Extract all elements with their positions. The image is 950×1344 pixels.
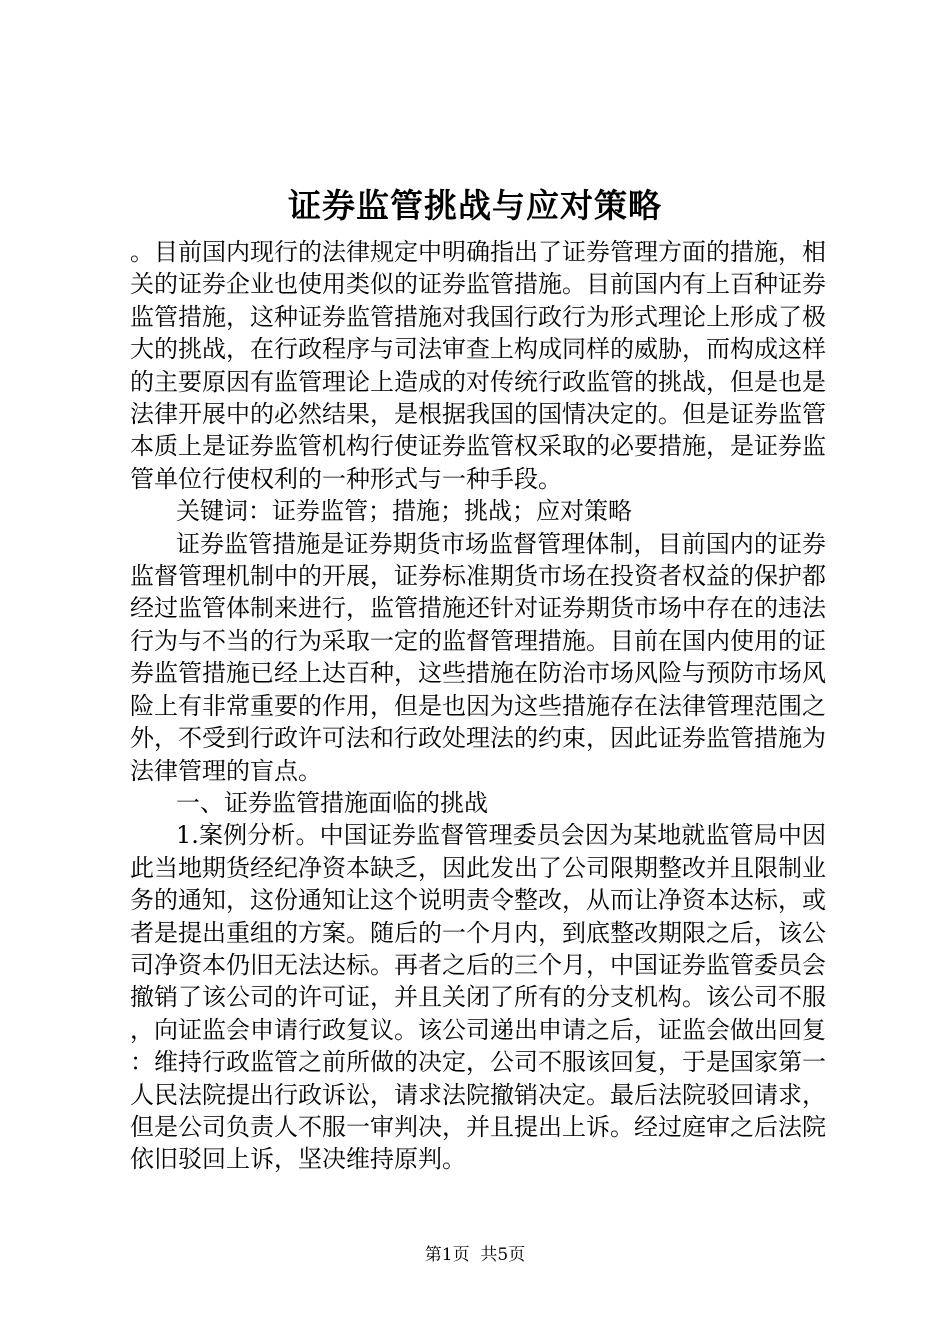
page-number: 第1页 [424, 1245, 470, 1265]
footer-spacer [470, 1245, 481, 1265]
intro-paragraph: 证券监管措施是证券期货市场监督管理体制，目前国内的证券监督管理机制中的开展，证券标准期货市场在投资者权益的保护都经过监管体制来进行，监管措施还针对证券期货市场中存在的违法行为与不当的行为采取一定的监督管理措施。目前在国内使用的证券监管措施已经上达百种，这些措施在防治市场风险与预防市场风险上有非常重要的作用，但是也因为这些措施存在法律管理范围之外，不受到行政许可法和行政处理法的约束，因此证券监管措施为法律管理的盲点。 [130, 529, 826, 785]
section-heading: 一、证券监管措施面临的挑战 [176, 788, 488, 817]
document-body [130, 236, 826, 1176]
abstract-paragraph: 。目前国内现行的法律规定中明确指出了证券管理方面的措施，相关的证券企业也使用类似的证券监管措施。目前国内有上百种证券监管措施，这种证券监管措施对我国行政行为形式理论上形成了极大的挑战，在行政程序与司法审查上构成同样的威胁，而构成这样的主要原因有监管理论上造成的对传统行政监管的挑战，但是也是法律开展中的必然结果，是根据我国的国情决定的。但是证券监管本质上是证券监管机构行使证券监管权采取的必要措施，是证券监管单位行使权利的一种形式与一种手段。 [130, 238, 826, 493]
keywords-paragraph: 关键词：证券监管；措施；挑战；应对策略 [176, 497, 632, 526]
total-pages: 共5页 [480, 1245, 526, 1265]
document-title: 证券监管挑战与应对策略 [288, 186, 662, 225]
page-footer [0, 1244, 950, 1266]
case-analysis-paragraph: 1.案例分析。中国证券监督管理委员会因为某地就监管局中因此当地期货经纪净资本缺乏，因此发出了公司限期整改并且限制业务的通知，这份通知让这个说明责令整改，从而让净资本达标，或者是提出重组的方案。随后的一个月内，到底整改期限之后，该公司净资本仍旧无法达标。再者之后的三个月，中国证券监管委员会撤销了该公司的许可证，并且关闭了所有的分支机构。该公司不服，向证监会申请行政复议。该公司递出申请之后，证监会做出回复：维持行政监管之前所做的决定，公司不服该回复，于是国家第一人民法院提出行政诉讼，请求法院撤销决定。最后法院驳回请求，但是公司负责人不服一审判决，并且提出上诉。经过庭审之后法院依旧驳回上诉，坚决维持原判。 [130, 821, 826, 1174]
